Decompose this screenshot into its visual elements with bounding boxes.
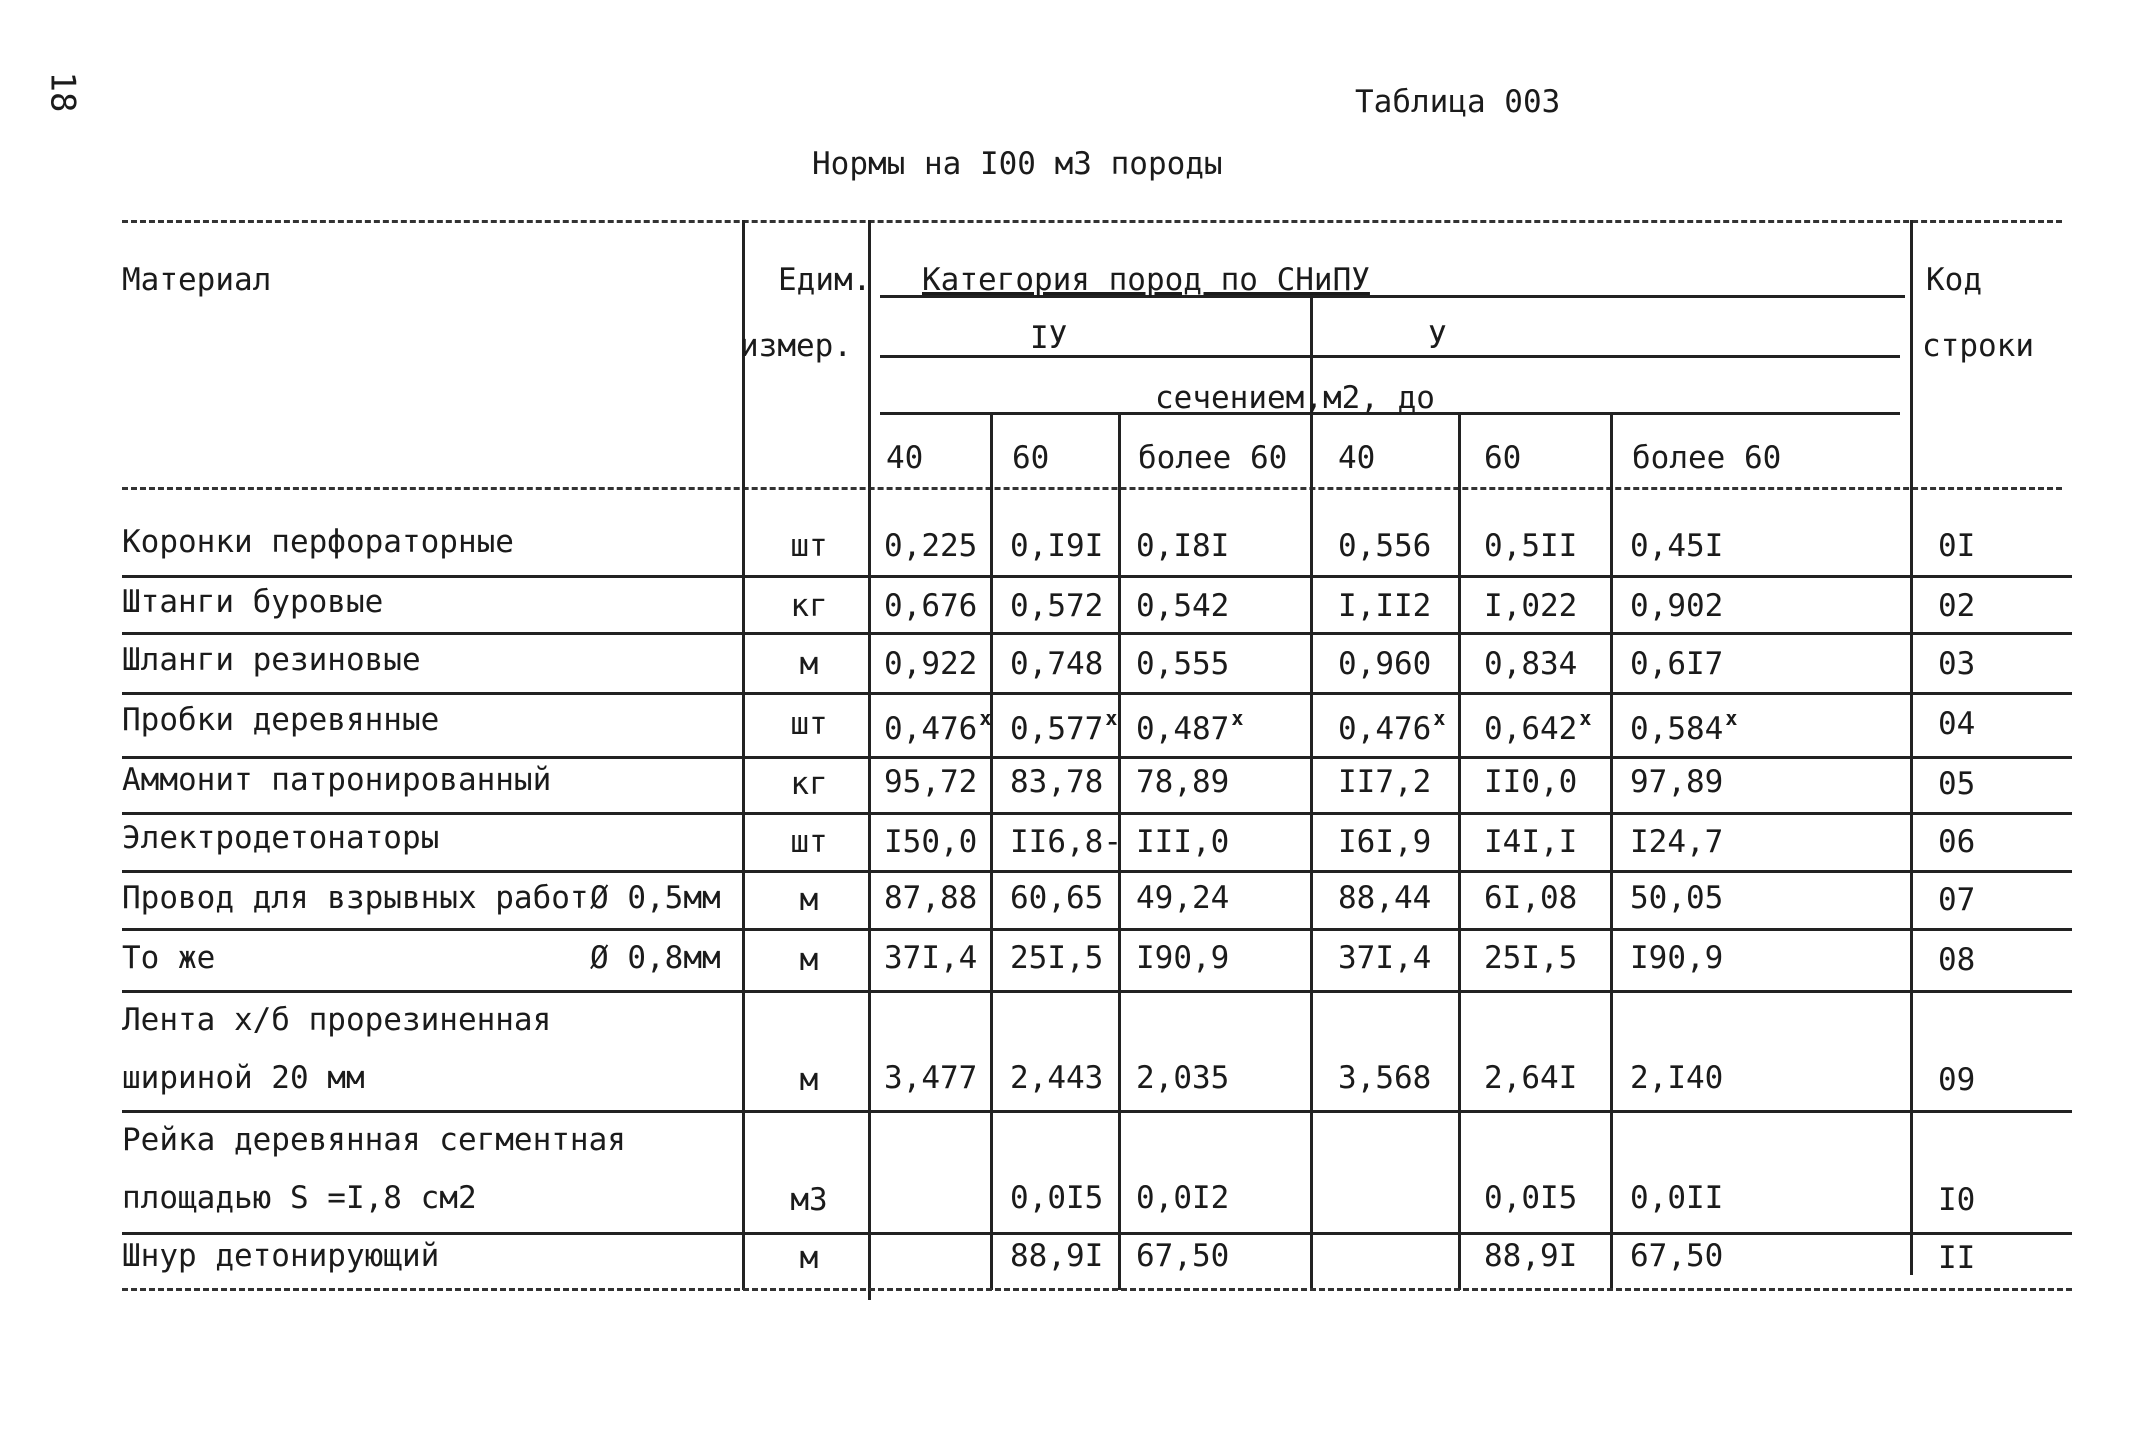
row-value: 2,035 — [1136, 1060, 1230, 1096]
row-unit: кг — [790, 766, 828, 802]
header-col-more60a: более 60 — [1138, 440, 1288, 476]
footnote-mark: х — [1105, 706, 1118, 730]
row-value: 25I,5 — [1010, 940, 1104, 976]
row-diameter: Ø 0,8мм — [590, 940, 721, 976]
row-value: 0,I9I — [1010, 528, 1104, 564]
row-value: 88,9I — [1484, 1238, 1578, 1274]
row-value: 2,443 — [1010, 1060, 1104, 1096]
row-value: 88,9I — [1010, 1238, 1104, 1274]
row-value: 88,44 — [1338, 880, 1432, 916]
row-value: 0,45I — [1630, 528, 1724, 564]
row-code: I0 — [1938, 1182, 1976, 1218]
table-title: Нормы на I00 м3 породы — [812, 146, 1223, 182]
row-value: I6I,9 — [1338, 824, 1432, 860]
row-value: 0,584 $^х$ — [1630, 706, 1738, 747]
row-material: Пробки деревянные — [122, 702, 440, 738]
row-value: 95,72 — [884, 764, 978, 800]
row-value: 83,78 — [1010, 764, 1104, 800]
row-unit: м3 — [790, 1182, 828, 1218]
header-col-40a: 40 — [886, 440, 924, 476]
row-value: 0,0I2 — [1136, 1180, 1230, 1216]
header-unit: Едим. — [778, 262, 872, 298]
row-code: 08 — [1938, 942, 1976, 978]
footnote-mark: х — [1725, 706, 1738, 730]
row-unit: м — [799, 882, 819, 918]
row-value: I90,9 — [1136, 940, 1230, 976]
row-value: III,0 — [1136, 824, 1230, 860]
header-col-more60b: более 60 — [1632, 440, 1782, 476]
row-unit: м — [799, 942, 819, 978]
header-col-60a: 60 — [1012, 440, 1050, 476]
row-value: 0,I8I — [1136, 528, 1230, 564]
row-value: 0,642 $^х$ — [1484, 706, 1592, 747]
row-rule — [122, 692, 2072, 695]
row-value: I,II2 — [1338, 588, 1432, 624]
row-material-2: шириной 20 мм — [122, 1060, 365, 1096]
header-unit-2: измер. — [740, 328, 852, 364]
row-rule — [122, 756, 2072, 759]
col-rule — [1458, 414, 1461, 1290]
row-rule — [122, 928, 2072, 931]
header-code-2: строки — [1922, 328, 2034, 364]
row-value: 0,902 — [1630, 588, 1724, 624]
header-material: Материал — [122, 262, 272, 298]
header-section: сечением,м2, до — [1155, 380, 1435, 416]
row-value: 37I,4 — [1338, 940, 1432, 976]
col-rule — [1910, 220, 1913, 1275]
row-material-2: площадью S =I,8 см2 — [122, 1180, 477, 1216]
row-value: I50,0 — [884, 824, 978, 860]
row-code: 09 — [1938, 1062, 1976, 1098]
table-top-rule — [122, 220, 2062, 223]
row-value: 0,555 — [1136, 646, 1230, 682]
row-value: 0,542 — [1136, 588, 1230, 624]
row-value: 0,556 — [1338, 528, 1432, 564]
row-value: 0,6I7 — [1630, 646, 1724, 682]
page-number: 18 — [42, 71, 83, 113]
row-value: 0,834 — [1484, 646, 1578, 682]
col-rule — [868, 220, 871, 1300]
row-unit: шт — [790, 528, 828, 564]
row-code: 02 — [1938, 588, 1976, 624]
col-rule — [1310, 298, 1313, 1290]
row-rule — [122, 990, 2072, 993]
row-code: 03 — [1938, 646, 1976, 682]
row-diameter: Ø 0,5мм — [590, 880, 721, 916]
row-material: Электродетонаторы — [122, 820, 440, 856]
row-value: II0,0 — [1484, 764, 1578, 800]
row-value: 6I,08 — [1484, 880, 1578, 916]
header-col-60b: 60 — [1484, 440, 1522, 476]
row-value: I24,7 — [1630, 824, 1724, 860]
footnote-mark: х — [979, 706, 992, 730]
row-value: 60,65 — [1010, 880, 1104, 916]
row-value: 0,748 — [1010, 646, 1104, 682]
row-rule — [122, 870, 2072, 873]
table-label: Таблица 003 — [1355, 84, 1561, 120]
col-rule — [742, 220, 745, 1290]
row-code: 0I — [1938, 528, 1976, 564]
row-rule — [122, 632, 2072, 635]
row-value: 0,476 $^х$ — [884, 706, 992, 747]
row-value: 3,477 — [884, 1060, 978, 1096]
row-material: Шнур детонирующий — [122, 1238, 440, 1274]
row-value: 3,568 — [1338, 1060, 1432, 1096]
row-value: II6,8- — [1010, 824, 1122, 860]
row-unit: м — [799, 1240, 819, 1276]
row-value: 25I,5 — [1484, 940, 1578, 976]
row-code: 05 — [1938, 766, 1976, 802]
row-value: I90,9 — [1630, 940, 1724, 976]
row-code: 07 — [1938, 882, 1976, 918]
table-bottom-rule — [122, 1288, 2072, 1291]
row-value: 67,50 — [1630, 1238, 1724, 1274]
row-value: 87,88 — [884, 880, 978, 916]
row-rule — [122, 1110, 2072, 1113]
row-rule — [122, 1232, 2072, 1235]
footnote-mark: х — [1433, 706, 1446, 730]
row-value: 0,577 $^х$ — [1010, 706, 1118, 747]
row-value: I4I,I — [1484, 824, 1578, 860]
row-value: 97,89 — [1630, 764, 1724, 800]
header-col-40b: 40 — [1338, 440, 1376, 476]
row-material: Коронки перфораторные — [122, 524, 514, 560]
row-value: II7,2 — [1338, 764, 1432, 800]
row-material: Шланги резиновые — [122, 642, 421, 678]
row-value: 0,487 $^х$ — [1136, 706, 1244, 747]
row-value: 2,I40 — [1630, 1060, 1724, 1096]
row-value: 0,225 — [884, 528, 978, 564]
header-group-iv: IУ — [1030, 320, 1068, 356]
row-unit: шт — [790, 824, 828, 860]
row-material: Рейка деревянная сегментная — [122, 1122, 626, 1158]
row-value: 0,572 — [1010, 588, 1104, 624]
row-value: 0,922 — [884, 646, 978, 682]
row-code: 06 — [1938, 824, 1976, 860]
row-value: 49,24 — [1136, 880, 1230, 916]
row-value: 78,89 — [1136, 764, 1230, 800]
row-code: II — [1938, 1240, 1976, 1276]
header-group-v: У — [1428, 320, 1447, 356]
row-unit: кг — [790, 588, 828, 624]
row-unit: м — [799, 646, 819, 682]
row-value: I,022 — [1484, 588, 1578, 624]
row-material: Лента х/б прорезиненная — [122, 1002, 552, 1038]
row-value: 67,50 — [1136, 1238, 1230, 1274]
row-value: 0,0I5 — [1010, 1180, 1104, 1216]
row-value: 0,0II — [1630, 1180, 1724, 1216]
row-value: 2,64I — [1484, 1060, 1578, 1096]
row-rule — [122, 575, 2072, 578]
header-code: Код — [1926, 262, 1982, 298]
footnote-mark: х — [1231, 706, 1244, 730]
row-rule — [122, 812, 2072, 815]
row-value: 0,476 $^х$ — [1338, 706, 1446, 747]
row-code: 04 — [1938, 706, 1976, 742]
col-rule — [990, 414, 993, 1290]
row-material: Штанги буровые — [122, 584, 384, 620]
header-category: Категория пород по СНиПУ — [922, 262, 1370, 298]
row-unit: шт — [790, 706, 828, 742]
row-value: 37I,4 — [884, 940, 978, 976]
row-value: 0,0I5 — [1484, 1180, 1578, 1216]
row-value: 0,676 — [884, 588, 978, 624]
row-unit: м — [799, 1062, 819, 1098]
row-material: Провод для взрывных работ — [122, 880, 589, 916]
row-value: 50,05 — [1630, 880, 1724, 916]
footnote-mark: х — [1579, 706, 1592, 730]
row-material: То же — [122, 940, 216, 976]
row-value: 0,5II — [1484, 528, 1578, 564]
header-bottom-rule — [122, 487, 2062, 490]
row-value: 0,960 — [1338, 646, 1432, 682]
row-material: Аммонит патронированный — [122, 762, 552, 798]
col-rule — [1610, 414, 1613, 1290]
